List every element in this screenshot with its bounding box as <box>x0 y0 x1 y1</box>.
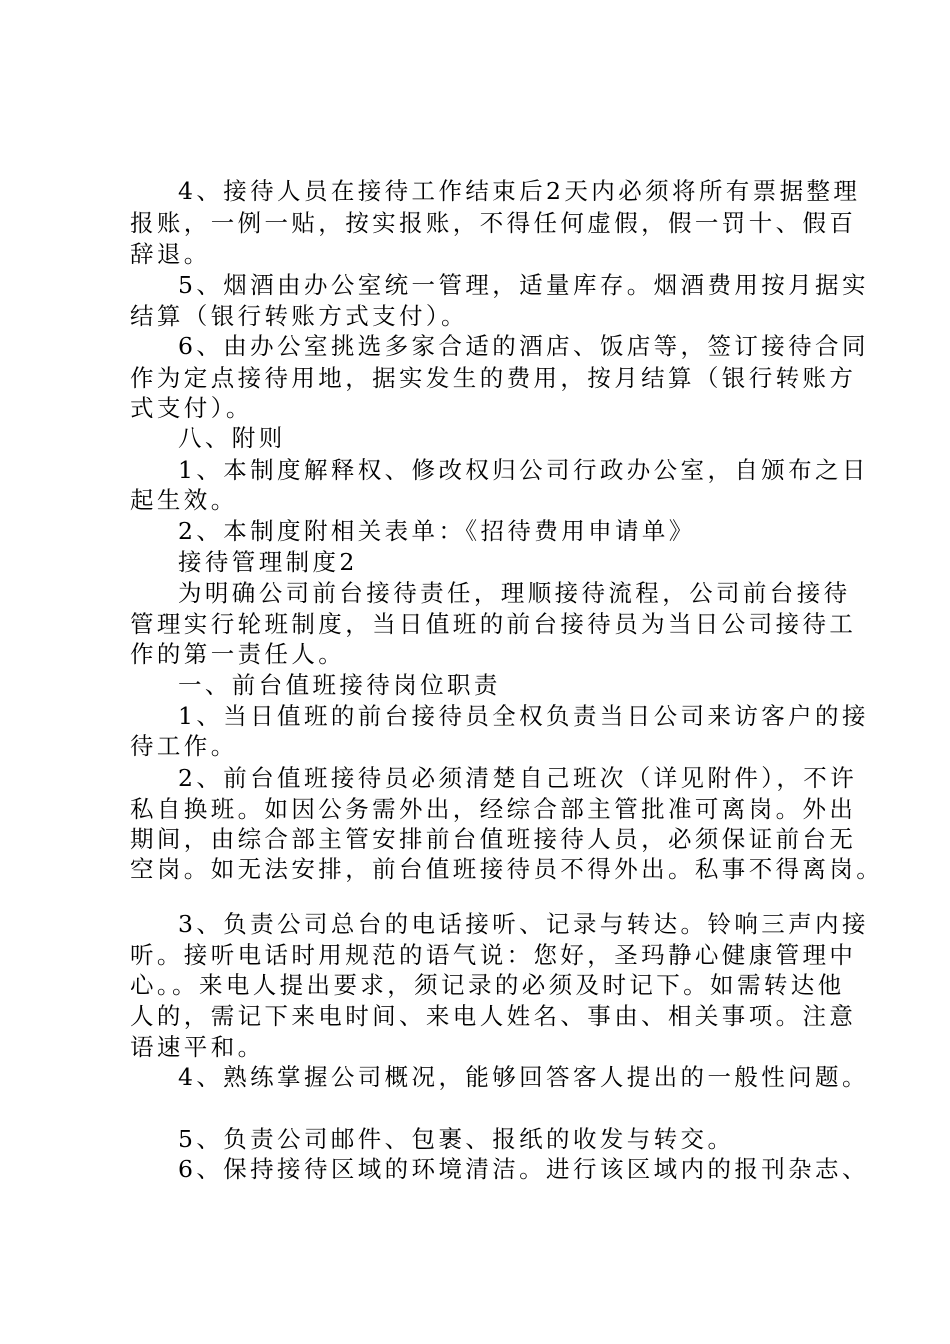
paragraph-line: 听。接听电话时用规范的语气说：您好，圣玛静心健康管理中 <box>130 941 857 969</box>
paragraph-line: 作的第一责任人。 <box>130 640 346 668</box>
paragraph-line: 待工作。 <box>130 732 238 760</box>
paragraph-line: 结算（银行转账方式支付）。 <box>130 302 468 330</box>
paragraph-line: 1、本制度解释权、修改权归公司行政办公室，自颁布之日 <box>178 456 869 484</box>
paragraph-line: 4、接待人员在接待工作结束后2天内必须将所有票据整理 <box>178 177 861 205</box>
section-heading: 一、前台值班接待岗位职责 <box>178 671 501 699</box>
paragraph-line: 为明确公司前台接待责任，理顺接待流程，公司前台接待 <box>178 579 851 607</box>
paragraph-line: 2、前台值班接待员必须清楚自己班次（详见附件），不许 <box>178 764 858 792</box>
section-heading: 八、附则 <box>178 424 286 452</box>
paragraph-line: 空岗。如无法安排，前台值班接待员不得外出。私事不得离岗。 <box>130 855 884 883</box>
paragraph-line: 期间，由综合部主管安排前台值班接待人员，必须保证前台无 <box>130 825 857 853</box>
paragraph-line: 心。。来电人提出要求，须记录的必须及时记下。如需转达他 <box>130 971 845 999</box>
paragraph-line: 作为定点接待用地，据实发生的费用，按月结算（银行转账方 <box>130 364 857 392</box>
paragraph-line: 2、本制度附相关表单：《招待费用申请单》 <box>178 517 696 545</box>
paragraph-line: 管理实行轮班制度，当日值班的前台接待员为当日公司接待工 <box>130 610 857 638</box>
paragraph-line: 起生效。 <box>130 486 238 514</box>
paragraph-line: 式支付）。 <box>130 394 253 422</box>
paragraph-line: 报账，一例一贴，按实报账，不得任何虚假，假一罚十、假百 <box>130 209 857 237</box>
paragraph-line: 6、保持接待区域的环境清洁。进行该区域内的报刊杂志、 <box>178 1155 869 1183</box>
paragraph-line: 6、由办公室挑选多家合适的酒店、饭店等，签订接待合同 <box>178 332 869 360</box>
paragraph-line: 辞退。 <box>130 240 211 268</box>
paragraph-line: 语速平和。 <box>130 1033 265 1061</box>
paragraph-line: 人的，需记下来电时间、来电人姓名、事由、相关事项。注意 <box>130 1002 857 1030</box>
paragraph-line: 私自换班。如因公务需外出，经综合部主管批准可离岗。外出 <box>130 795 857 823</box>
paragraph-line: 1、当日值班的前台接待员全权负责当日公司来访客户的接 <box>178 702 869 730</box>
paragraph-line: 4、熟练掌握公司概况，能够回答客人提出的一般性问题。 <box>178 1063 869 1091</box>
paragraph-line: 3、负责公司总台的电话接听、记录与转达。铃响三声内接 <box>178 910 869 938</box>
paragraph-line: 5、烟酒由办公室统一管理，适量库存。烟酒费用按月据实 <box>178 271 869 299</box>
document-title: 接待管理制度2 <box>178 548 358 576</box>
paragraph-line: 5、负责公司邮件、包裹、报纸的收发与转交。 <box>178 1125 735 1153</box>
